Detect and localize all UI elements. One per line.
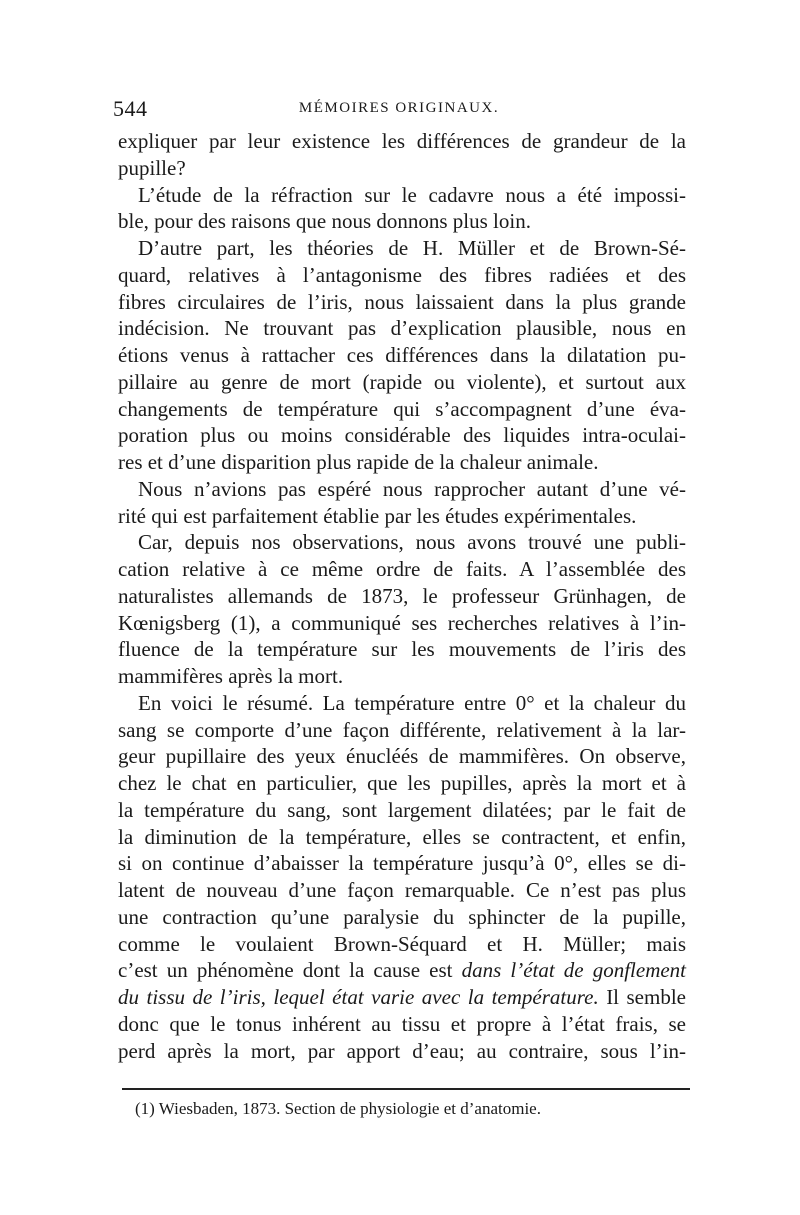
body-text (118, 128, 686, 1064)
text-line: naturalistes allemands de 1873, le professeur Grünhagen, de (118, 583, 686, 608)
text-line: En voici le résumé. La température entre 0° et la chaleur du (138, 690, 686, 715)
text-line: indécision. Ne trouvant pas d’explication plausible, nous en (118, 316, 686, 341)
text-line: Nous n’avions pas espéré nous rapprocher autant d’une vé- (138, 476, 686, 501)
text-line: fibres circulaires de l’iris, nous laissaient dans la plus grande (118, 289, 686, 314)
text-line: D’autre part, les théories de H. Müller et de Brown-Sé- (138, 236, 686, 260)
text-line: sang se comporte d’une façon différente, relativement à la lar- (118, 717, 686, 742)
text-line: chez le chat en particulier, que les pupilles, après la mort et à (118, 771, 686, 795)
footnote: (1) Wiesbaden, 1873. Section de physiologie et d’anatomie. (135, 1099, 541, 1118)
text-line: latent de nouveau d’une façon remarquable. Ce n’est pas plus (118, 878, 686, 902)
text-line: expliquer par leur existence les différences de grandeur de la (118, 129, 686, 153)
text-line: la diminution de la température, elles se contractent, et enfin, (118, 824, 686, 849)
text-line: mammifères après la mort. (118, 664, 344, 688)
text-line: geur pupillaire des yeux énucléés de mammifères. On observe, (118, 744, 686, 769)
text-line: fluence de la température sur les mouvements de l’iris des (118, 637, 686, 662)
page-header (113, 96, 685, 126)
text-line: Kœnigsberg (1), a communiqué ses recherches relatives à l’in- (118, 610, 686, 635)
text-line: poration plus ou moins considérable des liquides intra-oculai- (118, 423, 686, 448)
text-line: L’étude de la réfraction sur le cadavre nous a été impossi- (138, 182, 686, 207)
text-line: une contraction qu’une paralysie du sphincter de la pupille, (118, 904, 686, 929)
text-line (118, 957, 686, 984)
text-line: quard, relatives à l’antagonisme des fibres radiées et des (118, 262, 686, 287)
text-line: perd après la mort, par apport d’eau; au contraire, sous l’in- (118, 1038, 686, 1063)
footnote-rule (122, 1088, 690, 1090)
text-line: cation relative à ce même ordre de faits. A l’assemblée des (118, 557, 686, 581)
text-line: res et d’une disparition plus rapide de la chaleur animale. (118, 450, 599, 474)
text-line: ble, pour des raisons que nous donnons plus loin. (118, 209, 531, 234)
text-line: étions venus à rattacher ces différences dans la dilatation pu- (118, 343, 686, 367)
text-line: Car, depuis nos observations, nous avons trouvé une publi- (138, 530, 686, 555)
text-line: pupille? (118, 155, 186, 180)
text-line: si on continue d’abaisser la température jusqu’à 0°, elles se di- (118, 851, 686, 876)
text-line (118, 984, 686, 1011)
text-line: pillaire au genre de mort (rapide ou violente), et surtout aux (118, 369, 686, 394)
text-line: changements de température qui s’accompagnent d’une éva- (118, 396, 686, 421)
text-line: comme le voulaient Brown-Séquard et H. Müller; mais (118, 931, 686, 956)
page-number: 544 (113, 96, 148, 121)
text-line: la température du sang, sont largement dilatées; par le fait de (118, 797, 686, 822)
italic-text: dans l’état de gonflement (461, 958, 687, 983)
text-line-prefix: c’est un phénomène dont la cause est (118, 958, 462, 983)
text-line: donc que le tonus inhérent au tissu et propre à l’état frais, se (118, 1011, 686, 1036)
text-line: rité qui est parfaitement établie par les études expérimentales. (118, 503, 637, 528)
italic-text: du tissu de l’iris, lequel état varie avec la température. (118, 985, 599, 1009)
running-head: MÉMOIRES ORIGINAUX. (298, 100, 500, 116)
text-line-suffix: Il semble (598, 985, 686, 1009)
